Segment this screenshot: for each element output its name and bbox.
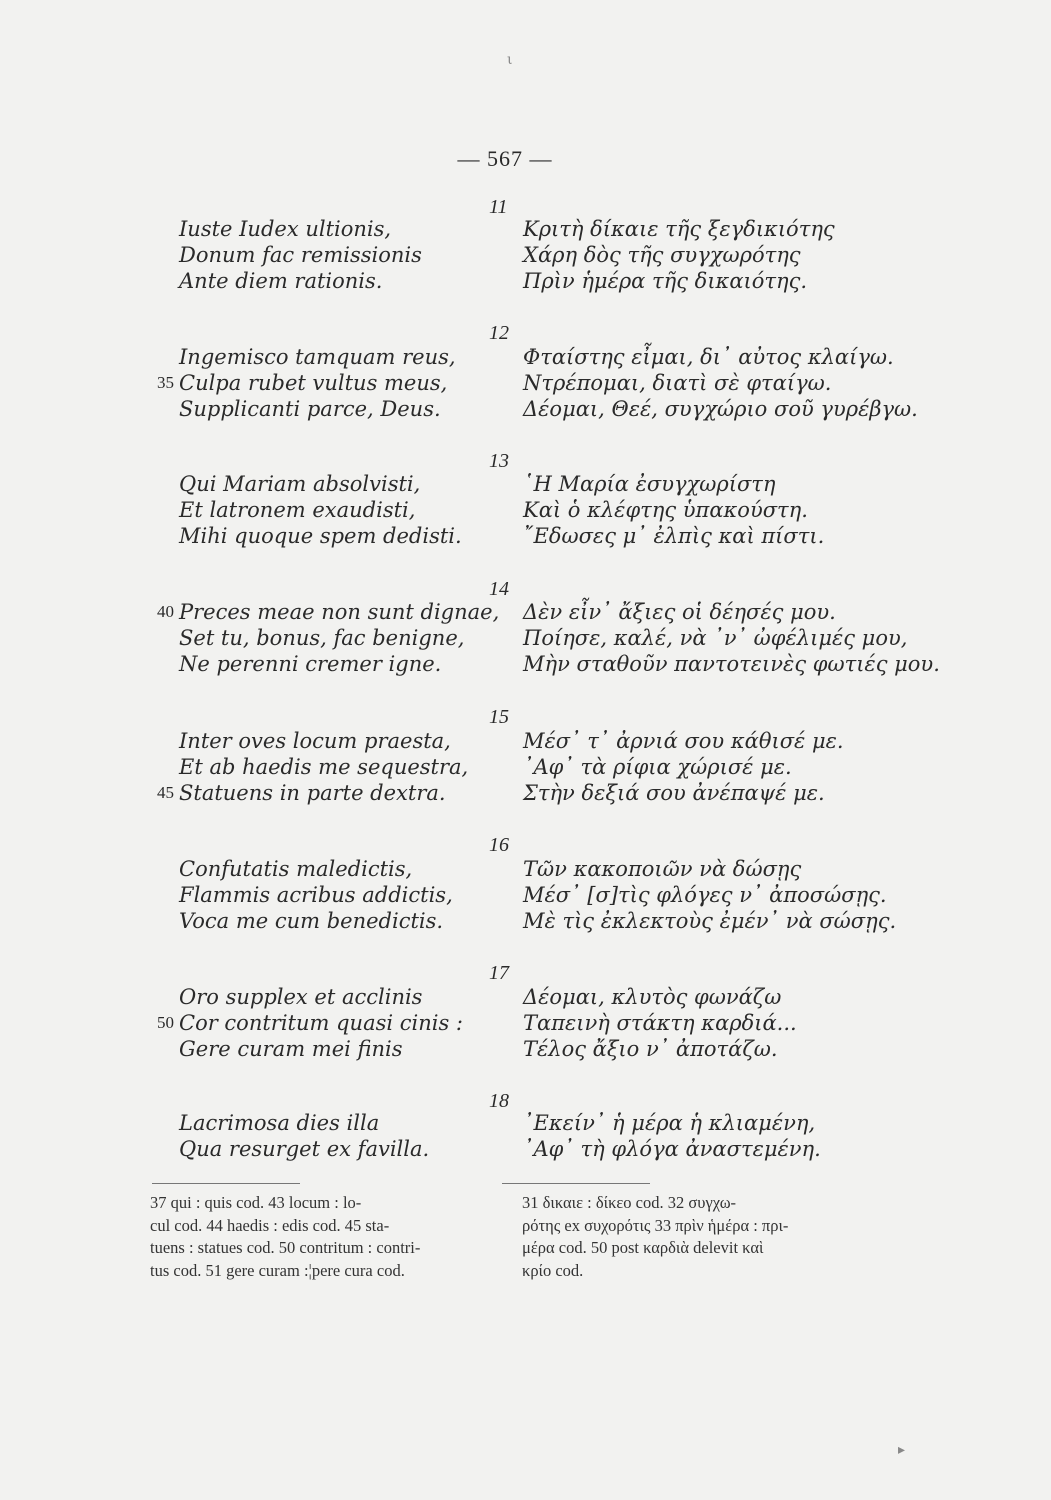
latin-line [179,728,468,754]
latin-line-text: Cor contritum quasi cinis : [179,1011,464,1035]
footnote-line: 31 δικαιε : δίκεο cod. 32 συγχω- [522,1193,737,1212]
latin-line-text: Confutatis maledictis, [179,857,413,881]
footnotes-greek [522,1192,892,1282]
latin-line [179,497,462,523]
greek-line: Μέσ᾿ [σ]τὶς φλόγες ν᾿ ἀποσώσῃς. [523,883,887,907]
latin-stanza [179,1110,429,1162]
page-number: — 567 — [457,146,553,171]
latin-line-text: Iuste Iudex ultionis, [179,217,392,241]
latin-line [157,599,500,625]
greek-line: Στὴν δεξιά σου ἀνέπαψέ με. [523,781,825,805]
greek-line: Χάρη δὸς τῆς συγχωρότης [523,243,801,267]
latin-line [179,625,499,651]
latin-line-text: Set tu, bonus, fac benigne, [179,626,465,650]
latin-stanza [157,984,464,1062]
greek-line: ᾿Αφ᾿ τὴ φλόγα ἀναστεμένη. [523,1137,821,1161]
stanza-number: 11 [489,196,508,218]
line-number: 40 [157,602,174,621]
greek-stanza [523,216,835,294]
greek-stanza [523,984,797,1062]
greek-line: ᾿Εκείν᾿ ἡ μέρα ἡ κλιαμένη, [523,1111,816,1135]
latin-line [179,984,463,1010]
latin-line-text: Qui Mariam absolvisti, [179,472,421,496]
latin-line [179,242,422,268]
latin-line-text: Inter oves locum praesta, [179,729,451,753]
stanza-number: 16 [489,834,509,856]
latin-stanza [179,856,453,934]
line-number: 35 [157,373,174,392]
footnotes-latin [150,1192,495,1282]
line-number: 50 [157,1013,174,1032]
latin-line-text: Supplicanti parce, Deus. [179,397,441,421]
latin-line [179,856,453,882]
greek-stanza [523,344,918,422]
latin-line-text: Qua resurget ex favilla. [179,1137,430,1161]
latin-stanza [179,471,462,549]
latin-line-text: Donum fac remissionis [179,243,422,267]
latin-stanza [179,216,422,294]
greek-line: ᾿Αφ᾿ τὰ ρίφια χώρισέ με. [523,755,792,779]
greek-line: Ταπεινὴ στάκτη καρδιά... [523,1011,797,1035]
greek-line: Μέσ᾿ τ᾿ ἀρνιά σου κάθισέ με. [523,729,844,753]
greek-line: Δέομαι, κλυτὸς φωνάζω [523,985,782,1009]
footnote-line: 37 qui : quis cod. 43 locum : lo- [150,1193,362,1212]
greek-stanza [523,1110,821,1162]
latin-stanza [157,599,500,677]
latin-line [179,1136,429,1162]
latin-line [179,471,462,497]
greek-line: Τῶν κακοποιῶν νὰ δώσῃς [523,857,802,881]
latin-line [157,1010,464,1036]
latin-line [179,754,468,780]
latin-line [179,882,453,908]
latin-line [179,268,422,294]
footnote-line: μέρα cod. 50 post καρδιὰ delevit καὶ [522,1238,764,1257]
greek-line: Καὶ ὁ κλέφτης ὑπακούστη. [523,498,808,522]
greek-line: Κριτὴ δίκαιε τῆς ξεγδικιότης [523,217,835,241]
greek-stanza [523,728,844,806]
greek-line: ῎Εδωσες μ᾿ ἐλπὶς καὶ πίστι. [523,524,825,548]
greek-line: Ποίησε, καλέ, νὰ ᾿ν᾿ ὠφέλιμές μου, [523,626,908,650]
latin-line [179,344,456,370]
latin-line-text: Et latronem exaudisti, [179,498,416,522]
latin-line-text: Oro supplex et acclinis [179,985,423,1009]
stanza-number: 13 [489,450,509,472]
greek-line: ῾Η Μαρία ἐσυγχωρίστη [523,472,776,496]
greek-stanza [523,471,824,549]
footnote-line: tuens : statues cod. 50 contritum : contri- [150,1238,421,1257]
latin-line-text: Flammis acribus addictis, [179,883,453,907]
latin-line [157,780,468,806]
latin-line-text: Mihi quoque spem dedisti. [179,524,462,548]
latin-line-text: Ne perenni cremer igne. [179,652,442,676]
greek-line: Ντρέπομαι, διατὶ σὲ φταίγω. [523,371,832,395]
footnote-line: tus cod. 51 gere curam :¦pere cura cod. [150,1260,405,1280]
greek-line: Μὴν σταθοῦν παντοτεινὲς φωτιές μου. [523,652,940,676]
latin-line-text: Voca me cum benedictis. [179,909,444,933]
latin-line [179,651,499,677]
latin-line-text: Statuens in parte dextra. [179,781,446,805]
latin-line [157,370,456,396]
latin-line-text: Preces meae non sunt dignae, [179,600,500,624]
stanza-number: 12 [489,322,509,344]
greek-line: Πρὶν ἡμέρα τῆς δικαιότης. [523,269,808,293]
latin-stanza [157,344,456,422]
greek-stanza [523,599,940,677]
greek-line: Φταίστης εἶμαι, δι᾿ αὐτος κλαίγω. [523,345,894,369]
latin-line [179,523,462,549]
latin-line-text: Lacrimosa dies illa [179,1111,380,1135]
greek-stanza [523,856,896,934]
latin-line-text: Ingemisco tamquam reus, [179,345,456,369]
footnote-rule-left [152,1183,300,1184]
latin-line [179,396,456,422]
footnote-rule-right [502,1183,650,1184]
footnote-line: ρότης ex συχορότις 33 πρὶν ἡμέρα : πρι- [522,1215,789,1235]
greek-line: Μὲ τὶς ἐκλεκτοὺς ἐμέν᾿ νὰ σώσῃς. [523,909,897,933]
footnote-line: cul cod. 44 haedis : edis cod. 45 sta- [150,1215,390,1235]
latin-line-text: Et ab haedis me sequestra, [179,755,469,779]
stanza-number: 15 [489,706,509,728]
latin-line-text: Ante diem rationis. [179,269,383,293]
stanza-number: 18 [489,1090,509,1112]
greek-line: Δὲν εἶν᾿ ἄξιες οἱ δέησές μου. [523,600,836,624]
latin-line [179,216,422,242]
stanza-number: 14 [489,578,509,600]
latin-line [179,1036,463,1062]
latin-line-text: Gere curam mei finis [179,1037,403,1061]
greek-line: Δέομαι, Θεέ, συγχώριο σοῦ γυρέβγω. [523,397,918,421]
greek-line: Τέλος ἄξιο ν᾿ ἀποτάζω. [523,1037,778,1061]
line-number: 45 [157,783,174,802]
latin-line [179,1110,429,1136]
latin-line [179,908,453,934]
top-mark: ι [507,52,513,68]
bottom-mark: ▸ [898,1442,906,1458]
footnote-line: κρίο cod. [522,1260,584,1280]
latin-stanza [157,728,469,806]
stanza-number: 17 [489,962,509,984]
latin-line-text: Culpa rubet vultus meus, [179,371,448,395]
